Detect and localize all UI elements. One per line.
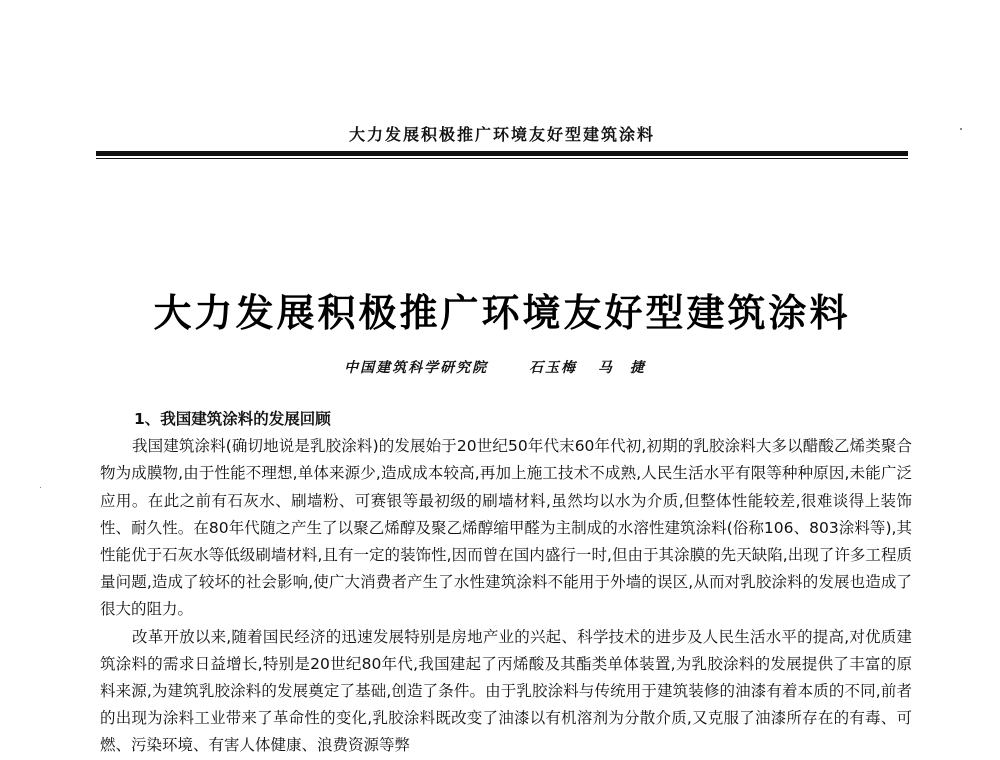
- body-paragraph: 改革开放以来,随着国民经济的迅速发展特别是房地产业的兴起、科学技术的进步及人民生活水平的提高,对优质建筑涂料的需求日益增长,特别是20世纪80年代,我国建起了丙烯酸及其酯类单体装置,为乳胶涂料的发展提供了丰富的原料来源,为建筑乳胶涂料的发展奠定了基础,创造了条件。由于乳胶涂料与传统用于建筑装修的油漆有着本质的不同,前者的出现为涂料工业带来了革命性的变化,乳胶涂料既改变了油漆以有机溶剂为分散介质,又克服了油漆所存在的有毒、可燃、污染环境、有害人体健康、浪费资源等弊: [100, 627, 912, 755]
- scan-speck: [960, 128, 962, 130]
- author-name: 马 捷: [597, 360, 646, 376]
- body-paragraph: 我国建筑涂料(确切地说是乳胶涂料)的发展始于20世纪50年代末60年代初,初期的乳胶涂料大多以醋酸乙烯类聚合物为成膜物,由于性能不理想,单体来源少,造成成本较高,再加上施工技术不成熟,人民生活水平有限等种种原因,未能广泛应用。在此之前有石灰水、刷墙粉、可赛银等最初级的刷墙材料,虽然均以水为介质,但整体性能较差,很难谈得上装饰性、耐久性。在80年代随之产生了以聚乙烯醇及聚乙烯醇缩甲醛为主制成的水溶性建筑涂料(俗称106、803涂料等),其性能优于石灰水等低级刷墙材料,且有一定的装饰性,因而曾在国内盛行一时,但由于其涂膜的先天缺陷,出现了许多工程质量问题,造成了较坏的社会影响,使广大消费者产生了水性建筑涂料不能用于外墙的误区,从而对乳胶涂料的发展也造成了很大的阻力。: [100, 437, 912, 619]
- author-name: 石玉梅: [529, 360, 577, 376]
- author-line: [96, 357, 908, 377]
- scan-speck: [40, 487, 41, 488]
- author-affiliation: 中国建筑科学研究院: [344, 360, 489, 376]
- header-rule-thick: [96, 151, 908, 156]
- running-header: 大力发展积极推广环境友好型建筑涂料: [348, 125, 655, 144]
- article-body: [100, 406, 912, 760]
- section-heading: 1、我国建筑涂料的发展回顾: [134, 410, 331, 428]
- article-title: 大力发展积极推广环境友好型建筑涂料: [153, 291, 851, 335]
- header-rule-thin: [96, 158, 908, 159]
